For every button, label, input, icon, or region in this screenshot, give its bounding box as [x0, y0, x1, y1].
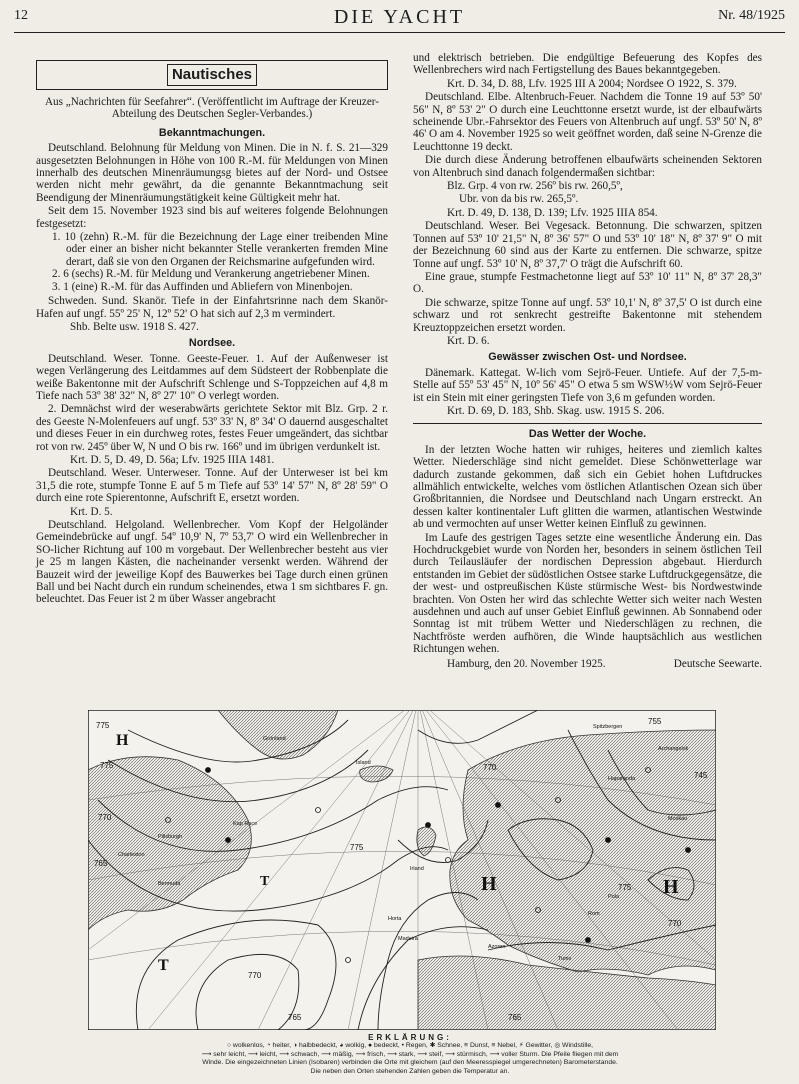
paragraph: Deutschland. Elbe. Altenbruch-Feuer. Nachdem die Tonne 19 auf 53º 50' 56" N, 8º 53' 2" O durch eine Leuchttonne ersetzt wurde, ist der elbaufwärts scheinende Ubr.-Fahrsektor des Feuers von Altenbruch auf ungf. 53º 50' N, 8º 46' O am 4. November 1925 so weit geöffnet worden, daß seine N-Grenze die Leuchttonne 19 deckt. — [413, 91, 762, 153]
place-name: Tunis — [558, 956, 572, 962]
place-name: Pola — [608, 894, 620, 900]
legend-line: ⟶ sehr leicht, ⟶ leicht, ⟶ schwach, ⟶ mäßig, ⟶ frisch, ⟶ stark, ⟶ steif, ⟶ stürmisch, ⟶ voller Sturm. Die Pfeile fliegen mit dem — [201, 1050, 619, 1058]
paragraph: Deutschland. Belohnung für Meldung von Minen. Die in N. f. S. 21—329 ausgesetzten Belohnungen in Höhe von 100 R.-M. für Meldungen von Minen innerhalb des deutschen Minenräumungsg bietes auf der Nord- und Ostsee werden nicht mehr gewährt, da die genannte Bekanntmachung seit Beendigung der Minenräumungstätigkeit keine Gültigkeit mehr hat. — [36, 142, 388, 204]
isobar-label: 765 — [288, 1013, 302, 1022]
isobar-label: 755 — [648, 717, 662, 726]
left-column — [36, 52, 388, 607]
paragraph: Deutschland. Helgoland. Wellenbrecher. Vom Kopf der Helgoländer Gemeindebrücke auf ungf. 54º 10,9' N, 7º 53,7' O wird ein Wellenbrecher in SO-licher Richtung auf 100 m vorgebaut. Der Wellenbrecher besteht aus vier je 25 m langen Kästen, die nacheinander versenkt werden. Während der Bauzeit wird der jeweilige Kopf des Bauwerkes bei Tage durch einen grünen Ball und bei Nacht durch ein rundum scheinendes, etwa 1 sm sichtbares F. gn. beleuchtet. Das Feuer ist 2 m über Wasser angebracht — [36, 519, 388, 606]
isobar-label: 775 — [350, 843, 364, 852]
source-reference: Krt. D. 49, D. 138, D. 139; Lfv. 1925 IIIA 854. — [447, 206, 658, 219]
place-name: Kap Race — [233, 821, 258, 827]
page-number: 12 — [14, 8, 28, 23]
source-reference: Krt. D. 34, D. 88, Lfv. 1925 III A 2004; Nordsee O 1922, S. 379. — [447, 77, 737, 90]
list-item: 3. 1 (eine) R.-M. für das Auffinden und Abliefern von Minenbojen. — [52, 280, 353, 293]
low-pressure-mark: T — [158, 957, 169, 974]
right-column — [413, 52, 762, 670]
place-name: Grönland — [263, 736, 286, 742]
map-legend — [120, 1034, 700, 1076]
low-pressure-mark: T — [260, 874, 270, 889]
paragraph: Deutschland. Weser. Tonne. Geeste-Feuer. 1. Auf der Außenweser ist wegen Verlängerung des Leitdammes auf dem Südsteert der Robbenplate die weiße Bakentonne mit der Aufschrift Schlenge und S-Toppzeichen auf 4,8 m Tiefe nach 53º 38' 32" N, 8º 27' 10" O verlegt worden. — [36, 352, 388, 402]
place-name: Archangelsk — [658, 746, 689, 752]
page-header — [14, 6, 785, 33]
isobar-label: 765 — [508, 1013, 522, 1022]
high-pressure-mark: H — [481, 873, 497, 895]
isobar-label: 770 — [668, 919, 682, 928]
isobar-label: 745 — [694, 771, 708, 780]
paragraph: Die schwarze, spitze Tonne auf ungf. 53º 10,1' N, 8º 37,5' O ist durch eine schwarz und rot senkrecht gestreifte Bakentonne mit stehendem Kreuztoppzeichen ersetzt worden. — [413, 296, 762, 334]
place-name: Rom — [588, 911, 600, 917]
paragraph: Die durch diese Änderung betroffenen elbaufwärts scheinenden Sektoren von Altenbruch sind danach folgendermaßen sichtbar: — [413, 154, 762, 179]
heading-wetter: Das Wetter der Woche. — [528, 428, 647, 441]
place-name: Irland — [410, 866, 424, 872]
author: Deutsche Seewarte. — [673, 657, 762, 670]
list-item: 1. 10 (zehn) R.-M. für die Bezeichnung der Lage einer treibenden Mine oder einer an bisher nicht bekannter Stelle verankerten fremden Mine derart, daß sie von den Organen der Reichsmarine aufgefunden wird. — [52, 231, 388, 268]
source-reference: Krt. D. 5, D. 49, D. 56a; Lfv. 1925 IIIA 1481. — [70, 453, 275, 466]
signature-line — [413, 658, 762, 670]
weather-map — [88, 710, 716, 1030]
bearing-line: Blz. Grp. 4 von rw. 256º bis rw. 260,5º, — [447, 180, 623, 193]
place-name: Horta — [388, 916, 402, 922]
high-pressure-mark: H — [116, 732, 129, 749]
isobar-label: 770 — [483, 763, 497, 772]
section-title-box — [36, 60, 388, 90]
paragraph: Deutschland. Weser. Bei Vegesack. Betonnung. Die schwarzen, spitzen Tonnen auf 53º 10' 21,5" N, 8º 36' 57" O und 53º 10' 18" N, 8º 37' 9" O mit der Bezeichnung 60 sind aus der Karte zu entfernen. Die schwarze, spitze Tonne auf ungf. 53º 10' N, 8º 37,7' O trägt die Aufschrift 60. — [413, 220, 762, 270]
heading-gewaesser: Gewässer zwischen Ost- und Nordsee. — [488, 351, 687, 364]
section-title: Nautisches — [167, 64, 257, 86]
place-name: Charleston — [118, 852, 145, 858]
isobar-label: 775 — [618, 883, 632, 892]
place-date: Hamburg, den 20. November 1925. — [447, 657, 606, 670]
isobar-label: 765 — [94, 859, 108, 868]
heading-bekanntmachungen: Bekanntmachungen. — [158, 126, 266, 139]
source-reference: Krt. D. 69, D. 183, Shb. Skag. usw. 1915 S. 206. — [447, 404, 665, 417]
legend-line: Die neben den Orten stehenden Zahlen geben die Temperatur an. — [310, 1067, 510, 1075]
place-name: Island — [356, 760, 371, 766]
isobar-label: 775 — [96, 721, 110, 730]
paragraph: und elektrisch betrieben. Die endgültige Befeuerung des Kopfes des Wellenbrechers wird nach Fertigstellung des Baues bekanntgegeben. — [413, 52, 762, 77]
high-pressure-mark: H — [663, 876, 679, 898]
paragraph: Seit dem 15. November 1923 sind bis auf weiteres folgende Belohnungen festgesetzt: — [36, 205, 388, 230]
isobar-label: 770 — [248, 971, 262, 980]
paragraph: Im Laufe des gestrigen Tages setzte eine wesentliche Änderung ein. Das Hochdruckgebiet wurde von Norden her, besonders in seinem östlichen Teil durch Teilausläufer der nordischen Depression abgebaut. Hierdurch entstanden im Gebiet der südöstlichen Ostsee starke Luftdruckgegensätze, die der west- und ostpreußischen Küste stürmische West- bis Nordwestwinde brachten. Von Osten her wird das schlechte Wetter sich weiter nach Westen ausdehnen und auch auf unser Gebiet Einfluß gewinnen. Ab Sonnabend oder Sonntag ist mit trübem Wetter und Niederschlägen zu rechnen, die Nachtfröste werden aufhören, die Winde hauptsächlich aus westlichen Richtungen wehen. — [413, 531, 762, 656]
isobar-label: 770 — [98, 813, 112, 822]
journal-title: DIE YACHT — [333, 6, 466, 28]
paragraph: In der letzten Woche hatten wir ruhiges, heiteres und ziemlich kaltes Wetter. Niederschläge sind nicht gemeldet. Diese Schönwetterlage war dadurch zustande gekommen, daß sich ein Gebiet hohen Luftdruckes allmählich entwickelte, welches vom östlichen Atlantischen Ozean sich über Großbritannien, die Nordsee und Deutschland nach Ungarn erstreckt. An dessen kalter kontinentaler Luft glitten die warmen, atlantischen Westwinde ab und vermochten auf unser Wetter keinen Einfluß zu gewinnen. — [413, 443, 762, 531]
intro-text: Aus „Nachrichten für Seefahrer“. (Veröffentlicht im Auftrage der Kreuzer-Abteilung des Deutschen Segler-Verbandes.) — [44, 96, 380, 121]
place-name: Moskau — [668, 816, 688, 822]
place-name: Haparanda — [608, 776, 636, 782]
legend-title: ERKLÄRUNG: — [368, 1033, 452, 1042]
legend-line: ○ wolkenlos, ◔ heiter, ◑ halbbedeckt, ◕ wolkig, ● bedeckt, • Regen, ✱ Schnee, ≡ Dunst, ≡ Nebel, ⚡ Gewitter, ◎ Windstille, — [226, 1042, 594, 1050]
legend-line: Winde. Die eingezeichneten Linien (Isobaren) verbinden die Orte mit gleichem (auf den Meeresspiegel umgerechneten) Barometerstande. — [202, 1059, 618, 1067]
source-reference: Shb. Belte usw. 1918 S. 427. — [70, 320, 199, 333]
place-name: Madeira — [398, 936, 418, 942]
place-name: Spitzbergen — [593, 724, 623, 730]
isobar-label: 775 — [100, 761, 114, 770]
list-item: 2. 6 (sechs) R.-M. für Meldung und Verankerung angetriebener Minen. — [52, 268, 370, 281]
source-reference: Krt. D. 6. — [447, 334, 490, 347]
reward-list — [36, 231, 388, 293]
paragraph: Deutschland. Weser. Unterweser. Tonne. Auf der Unterweser ist bei km 31,5 die rote, stumpfe Tonne E auf 5 m Tiefe auf 53º 14' 57" N, 8º 28' 59" O durch eine rote Spierentonne, Aufschrift E, ersetzt worden. — [36, 467, 388, 505]
issue-number: Nr. 48/1925 — [718, 8, 785, 23]
heading-nordsee: Nordsee. — [188, 337, 236, 350]
paragraph: 2. Demnächst wird der weserabwärts gerichtete Sektor mit Blz. Grp. 2 r. des Geeste N-Molenfeuers auf ungf. 53º 33' N, 8º 34' O dauernd ausgeschaltet und dieses Feuer in ein durchweg rotes, festes Feuer umgeändert, das sichtbar rot von rw. 245º über W, N und O bis rw. 166º und im übrigen verdunkelt ist. — [36, 403, 388, 453]
paragraph: Eine graue, stumpfe Festmachetonne liegt auf 53º 10' 11" N, 8º 37' 28,3" O. — [413, 270, 762, 296]
place-name: Bermuda — [158, 881, 181, 887]
place-name: Pillsburgh — [158, 834, 183, 840]
paragraph: Dänemark. Kattegat. W-lich vom Sejrö-Feuer. Untiefe. Auf der 7,5-m-Stelle auf 55º 53' 45" N, 10º 56' 45" O etwa 5 sm WSW½W vom Sejrö-Feuer ist ein Stein mit einer geringsten Tiefe von 3,6 m gefunden worden. — [413, 366, 762, 404]
bearing-line: Ubr. von da bis rw. 265,5º. — [459, 193, 579, 206]
place-name: Azoren — [488, 944, 506, 950]
source-reference: Krt. D. 5. — [70, 505, 113, 518]
divider — [413, 423, 762, 424]
paragraph: Schweden. Sund. Skanör. Tiefe in der Einfahrtsrinne nach dem Skanör-Hafen auf ungf. 55º 25' N, 12º 52' O hat sich auf 2,3 m vermindert. — [36, 295, 388, 320]
